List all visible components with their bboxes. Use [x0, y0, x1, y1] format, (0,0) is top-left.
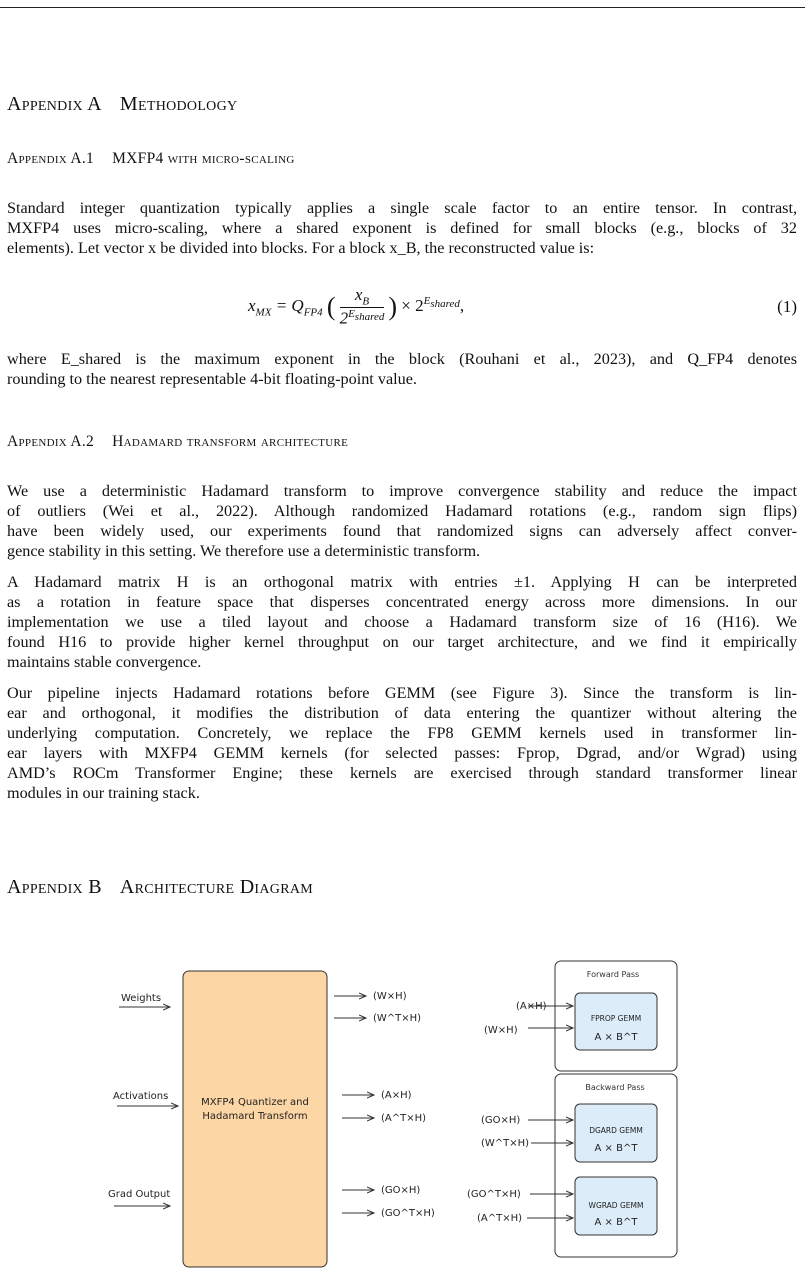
section-a2-title: Hadamard transform architecture: [112, 433, 349, 450]
input-label-weights: Weights: [121, 993, 162, 1004]
fprop-gemm-op: A × B^T: [594, 1032, 638, 1043]
appendix-b-heading: [7, 876, 313, 899]
paragraph-line: ear and orthogonal, it modifies the distribution of data entering the quantizer without altering the: [7, 704, 797, 722]
paragraph-line: where E_shared is the maximum exponent in the block (Rouhani et al., 2023), and Q_FP4 denotes: [7, 350, 797, 368]
output-label-gotxh: (GO^T×H): [381, 1208, 435, 1219]
dgrad-gemm-op: A × B^T: [594, 1143, 638, 1154]
output-label-wtxh: (W^T×H): [373, 1013, 422, 1024]
quantizer-label-line-1: MXFP4 Quantizer and: [201, 1097, 309, 1108]
section-a1-after-equation: [7, 349, 797, 389]
paragraph-line: rounding to the nearest representable 4-bit floating-point value.: [7, 370, 417, 388]
appendix-a-title: Methodology: [119, 93, 238, 115]
wgrad-input-at: (A^T×H): [477, 1213, 523, 1224]
paragraph-line: underlying computation. Concretely, we replace the FP8 GEMM kernels used in transformer lin-: [7, 724, 797, 742]
section-a2-number: Appendix A.2: [7, 433, 95, 450]
section-a1-paragraph: [7, 198, 797, 258]
equation-number: (1): [777, 297, 797, 316]
wgrad-input-got: (GO^T×H): [467, 1189, 521, 1200]
paragraph-line: maintains stable convergence.: [7, 653, 202, 671]
appendix-b-number: Appendix B: [7, 876, 102, 898]
paragraph-line: A Hadamard matrix H is an orthogonal matrix with entries ±1. Applying H can be interpreted: [7, 573, 797, 591]
section-a2-paragraph-1: [7, 481, 797, 561]
section-a1-heading: [7, 150, 295, 168]
backward-pass-title: Backward Pass: [585, 1083, 645, 1092]
architecture-diagram-svg: [0, 950, 805, 1276]
output-label-goxh: (GO×H): [381, 1185, 421, 1196]
input-label-grad-output: Grad Output: [108, 1189, 171, 1200]
equation-1: [0, 285, 805, 329]
section-a2-paragraph-3: [7, 683, 797, 803]
output-label-axh: (A×H): [381, 1090, 412, 1101]
section-a1-number: Appendix A.1: [7, 150, 95, 167]
quantizer-label-line-2: Hadamard Transform: [202, 1111, 308, 1122]
paragraph-line: Our pipeline injects Hadamard rotations before GEMM (see Figure 3). Since the transform is lin-: [7, 684, 797, 702]
top-rule: [0, 7, 805, 8]
wgrad-gemm-op: A × B^T: [594, 1217, 638, 1228]
section-a2-paragraph-2: [7, 572, 797, 672]
paragraph-line: as a rotation in feature space that disperses concentrated energy across more dimensions. In our: [7, 593, 797, 611]
paragraph-line: AMD’s ROCm Transformer Engine; these kernels are exercised through standard transformer linear: [7, 764, 797, 782]
forward-pass-title: Forward Pass: [586, 970, 640, 979]
equation-fraction: $\frac{x_B}{2^{E_{shared}}}$: [339, 285, 385, 329]
paragraph-line: of outliers (Wei et al., 2022). Although randomized Hadamard rotations (e.g., random sign flips): [7, 502, 797, 520]
appendix-a-heading: [7, 93, 237, 116]
paragraph-line: found H16 to provide higher kernel throughput on our target architecture, and we find it empirically: [7, 633, 797, 651]
dgrad-gemm-name: DGARD GEMM: [589, 1126, 643, 1135]
section-a2-heading: [7, 433, 348, 451]
appendix-a-number: Appendix A: [7, 93, 102, 115]
equation-body: $x_{MX} = Q_{FP4}$ ( $\frac{x_B}{2^{E_{shared}}}$ ) × $2^{E_{shared}}$,: [248, 285, 465, 329]
paragraph-line: have been widely used, our experiments found that randomized signs can adversely affect conver-: [7, 522, 797, 540]
paragraph-line: MXFP4 uses micro-scaling, where a shared exponent is defined for small blocks (e.g., blocks of 32: [7, 219, 797, 237]
paragraph-line: modules in our training stack.: [7, 784, 200, 802]
fprop-gemm-name: FPROP GEMM: [590, 1014, 642, 1023]
output-label-atxh: (A^T×H): [381, 1113, 427, 1124]
output-label-wxh: (W×H): [373, 991, 407, 1002]
paragraph-line: ear layers with MXFP4 GEMM kernels (for selected passes: Fprop, Dgrad, and/or Wgrad) using: [7, 744, 797, 762]
fprop-input-w: (W×H): [484, 1025, 518, 1036]
paragraph-line: We use a deterministic Hadamard transform to improve convergence stability and reduce the impact: [7, 482, 797, 500]
dgrad-input-go: (GO×H): [481, 1115, 521, 1126]
fprop-input-a: (A×H): [516, 1001, 547, 1012]
wgrad-gemm-name: WGRAD GEMM: [588, 1201, 644, 1210]
section-a1-title: MXFP4 with micro-scaling: [112, 150, 295, 167]
paragraph-line: Standard integer quantization typically applies a single scale factor to an entire tensor. In contrast,: [7, 199, 797, 217]
dgrad-input-wt: (W^T×H): [481, 1138, 530, 1149]
architecture-diagram: [0, 950, 805, 1276]
paragraph-line: elements). Let vector x be divided into blocks. For a block x_B, the reconstructed value is:: [7, 239, 595, 257]
appendix-b-title: Architecture Diagram: [119, 876, 314, 898]
input-label-activations: Activations: [113, 1091, 169, 1102]
paragraph-line: gence stability in this setting. We therefore use a deterministic transform.: [7, 542, 481, 560]
paragraph-line: implementation we use a tiled layout and choose a Hadamard transform size of 16 (H16). We: [7, 613, 797, 631]
